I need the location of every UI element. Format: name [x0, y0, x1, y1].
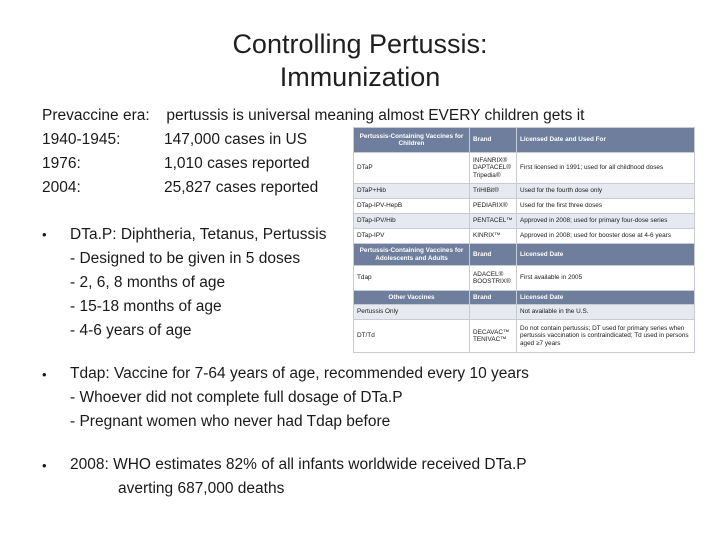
brand-cell: ADACEL® BOOSTRIX®	[470, 266, 517, 291]
vaccine-table	[353, 127, 695, 353]
header-cell: Brand	[470, 291, 517, 305]
title-line-1: Controlling Pertussis:	[232, 29, 488, 59]
license-cell: Do not contain pertussis; DT used for primary series when pertussis vaccination is contraindicated; Td used in persons aged ≥7 years	[517, 320, 695, 353]
bullet-tdap	[70, 362, 529, 434]
table-row	[354, 199, 695, 214]
title-line-2: Immunization	[279, 62, 441, 92]
brand-cell: PENTACEL™	[470, 214, 517, 229]
prevaccine-label: Prevaccine era:	[42, 107, 150, 124]
vaccine-cell: DTap-IPV-HepB	[354, 199, 470, 214]
bullet-marker: •	[42, 367, 47, 382]
header-cell: Licensed Date and Used For	[517, 128, 695, 153]
table-row	[354, 305, 695, 320]
bullet-who	[70, 453, 527, 501]
header-cell: Brand	[470, 244, 517, 266]
license-cell: Used for the first three doses	[517, 199, 695, 214]
bullet-line: - Pregnant women who never had Tdap before	[70, 413, 391, 430]
license-cell: Approved in 2008; used for primary four-dose series	[517, 214, 695, 229]
vaccine-cell: Pertussis Only	[354, 305, 470, 320]
prevaccine-text: pertussis is universal meaning almost EVERY children gets it	[166, 107, 585, 124]
table-row	[354, 266, 695, 291]
header-cell: Brand	[470, 128, 517, 153]
other-header-row	[354, 291, 695, 305]
bullet-line: - Whoever did not complete full dosage of DTa.P	[70, 389, 403, 406]
table-row	[354, 184, 695, 199]
stat-value: 147,000 cases in US	[164, 131, 308, 148]
brand-cell: INFANRIX® DAPTACEL® Tripedia®	[470, 153, 517, 184]
stat-label: 2004:	[42, 179, 81, 196]
stat-label: 1976:	[42, 155, 81, 172]
bullet-line: Tdap: Vaccine for 7-64 years of age, recommended every 10 years	[70, 365, 529, 382]
bullet-line: averting 687,000 deaths	[118, 480, 285, 497]
table-row	[354, 320, 695, 353]
brand-cell	[470, 305, 517, 320]
license-cell: Approved in 2008; used for booster dose at 4-6 years	[517, 229, 695, 244]
header-cell: Pertussis-Containing Vaccines for Adolescents and Adults	[354, 244, 470, 266]
bullet-marker: •	[42, 227, 47, 242]
stat-label: 1940-1945:	[42, 131, 121, 148]
bullet-line: - 4-6 years of age	[70, 322, 192, 339]
bullet-marker: •	[42, 458, 47, 473]
stat-value: 1,010 cases reported	[164, 155, 310, 172]
prevaccine-line	[42, 104, 584, 128]
bullet-line: - 2, 6, 8 months of age	[70, 274, 226, 291]
stat-value: 25,827 cases reported	[164, 179, 319, 196]
bullet-line: - 15-18 months of age	[70, 298, 222, 315]
brand-cell: TriHIBit®	[470, 184, 517, 199]
license-cell: Not available in the U.S.	[517, 305, 695, 320]
license-cell: First available in 2005	[517, 266, 695, 291]
bullet-line: - Designed to be given in 5 doses	[70, 250, 301, 267]
slide-title	[0, 28, 720, 94]
vaccine-cell: Tdap	[354, 266, 470, 291]
bullet-dtap	[70, 223, 326, 343]
adolescent-header-row	[354, 244, 695, 266]
table-row	[354, 229, 695, 244]
children-header-row	[354, 128, 695, 153]
vaccine-cell: DTaP	[354, 153, 470, 184]
header-cell: Pertussis-Containing Vaccines for Children	[354, 128, 470, 153]
license-cell: Used for the fourth dose only	[517, 184, 695, 199]
vaccine-cell: DT/Td	[354, 320, 470, 353]
header-cell: Licensed Date	[517, 244, 695, 266]
vaccine-cell: DTap-IPV/Hib	[354, 214, 470, 229]
bullet-line: DTa.P: Diphtheria, Tetanus, Pertussis	[70, 226, 327, 243]
license-cell: First licensed in 1991; used for all childhood doses	[517, 153, 695, 184]
bullet-line: 2008: WHO estimates 82% of all infants worldwide received DTa.P	[70, 456, 527, 473]
table-row	[354, 214, 695, 229]
brand-cell: KINRIX™	[470, 229, 517, 244]
table-row	[354, 153, 695, 184]
header-cell: Other Vaccines	[354, 291, 470, 305]
brand-cell: PEDIARIX®	[470, 199, 517, 214]
brand-cell: DECAVAC™ TENIVAC™	[470, 320, 517, 353]
header-cell: Licensed Date	[517, 291, 695, 305]
vaccine-cell: DTaP+Hib	[354, 184, 470, 199]
vaccine-cell: DTap-IPV	[354, 229, 470, 244]
